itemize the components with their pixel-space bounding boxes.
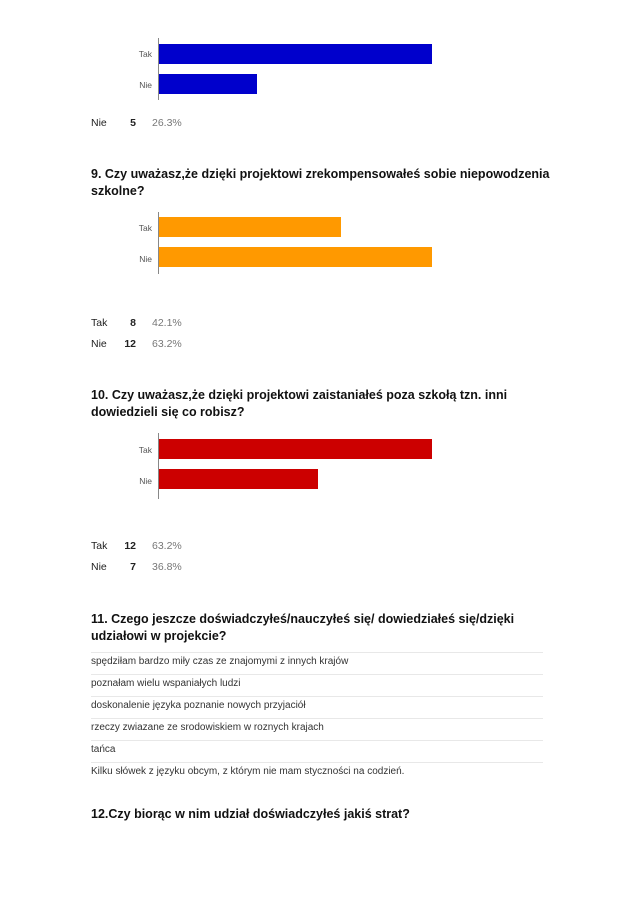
answer-item: poznałam wielu wspaniałych ludzi — [91, 674, 543, 693]
chart-2 — [0, 200, 638, 360]
summary-row-percent: 63.2% — [152, 540, 182, 552]
chart-3-bar-nie — [159, 469, 318, 489]
chart-3-label-tak: Tak — [138, 445, 152, 455]
summary-row-percent: 36.8% — [152, 561, 182, 573]
chart-1-label-tak: Tak — [138, 49, 152, 59]
answer-item: doskonalenie języka poznanie nowych przyjaciół — [91, 696, 543, 715]
summary-row-percent: 63.2% — [152, 338, 182, 350]
answer-item: spędziłam bardzo miły czas ze znajomymi z innych krajów — [91, 652, 543, 671]
summary-row-count: 12 — [124, 540, 136, 552]
answer-item: tańca — [91, 740, 543, 759]
chart-1-bar-nie — [159, 74, 257, 94]
chart-1-bar-tak — [159, 44, 432, 64]
summary-row-count: 5 — [130, 117, 136, 129]
chart-2-bar-tak — [159, 217, 341, 237]
summary-row-label: Nie — [91, 561, 107, 573]
chart-2-label-tak: Tak — [138, 223, 152, 233]
summary-row-label: Nie — [91, 338, 107, 350]
answer-item: Kilku słówek z języku obcym, z którym nie mam styczności na codzień. — [91, 762, 543, 781]
chart-1 — [0, 0, 638, 140]
chart-3 — [0, 425, 638, 585]
summary-row-count: 12 — [124, 338, 136, 350]
chart-3-bar-tak — [159, 439, 432, 459]
summary-row-count: 7 — [130, 561, 136, 573]
answer-item: rzeczy zwiazane ze srodowiskiem w roznych krajach — [91, 718, 543, 737]
summary-row-label: Tak — [91, 540, 108, 552]
question-10-title: 10. Czy uważasz,że dzięki projektowi zaistaniałeś poza szkołą tzn. inni dowiedzieli się co robisz? — [91, 388, 508, 419]
summary-row-label: Nie — [91, 117, 107, 129]
question-11-title: 11. Czego jeszcze doświadczyłeś/nauczyłeś się/ dowiedziałeś się/dzięki udziałowi w projekcie? — [91, 612, 515, 643]
chart-1-label-nie: Nie — [139, 80, 152, 90]
chart-3-label-nie: Nie — [139, 476, 152, 486]
summary-row-percent: 26.3% — [152, 117, 182, 129]
summary-row-count: 8 — [130, 317, 136, 329]
question-12-title: 12.Czy biorąc w nim udział doświadczyłeś jakiś strat? — [91, 807, 410, 821]
chart-2-label-nie: Nie — [139, 254, 152, 264]
chart-2-bar-nie — [159, 247, 432, 267]
summary-row-percent: 42.1% — [152, 317, 182, 329]
question-9-title: 9. Czy uważasz,że dzięki projektowi zrekompensowałeś sobie niepowodzenia szkolne? — [91, 167, 550, 198]
summary-row-label: Tak — [91, 317, 108, 329]
